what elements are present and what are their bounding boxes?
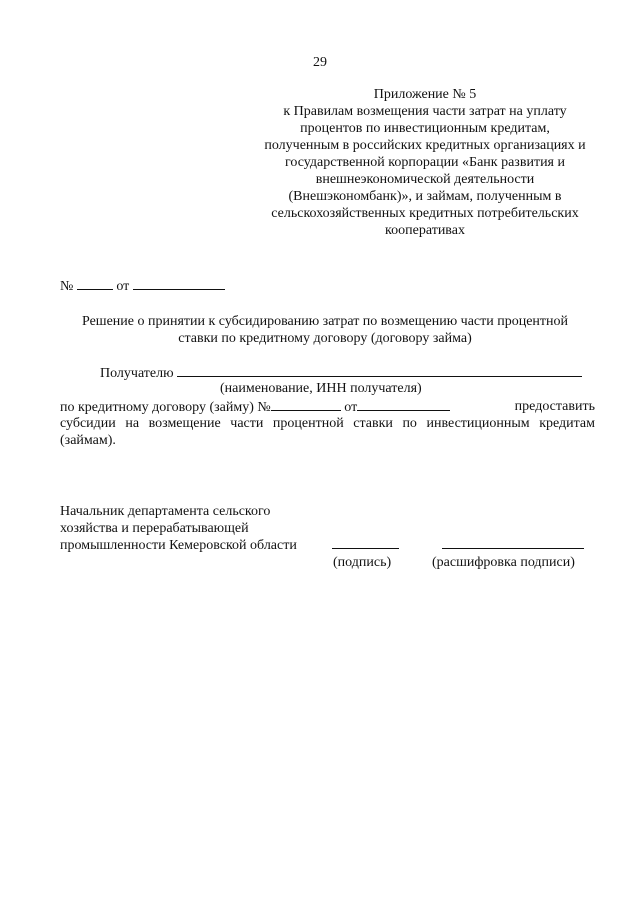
date-blank — [133, 277, 225, 290]
decision-number-line — [60, 277, 225, 295]
page-number: 29 — [313, 55, 327, 70]
date-label: от — [116, 279, 130, 294]
body-line-1 — [60, 398, 595, 416]
decoding-caption: (расшифровка подписи) — [432, 555, 575, 570]
recipient-caption: (наименование, ИНН получателя) — [220, 381, 422, 396]
signature-caption: (подпись) — [333, 555, 392, 570]
appendix-line: полученным в российских кредитных организациях и — [264, 138, 586, 153]
decision-title-line: ставки по кредитному договору (договору займа) — [178, 331, 472, 346]
agreement-number-blank — [271, 398, 341, 411]
agreement-date-blank — [357, 398, 450, 411]
number-blank — [77, 277, 113, 290]
recipient-label: Получателю — [100, 366, 174, 381]
position-line: промышленности Кемеровской области — [60, 538, 297, 553]
agreement-date-label: от — [344, 400, 358, 415]
signature-blank — [332, 536, 399, 549]
body-line-2: субсидии на возмещение части процентной ставки по инвестиционным кредитам — [60, 416, 595, 431]
decision-title-line: Решение о принятии к субсидированию затрат по возмещению части процентной — [81, 314, 569, 329]
appendix-line: государственной корпорации «Банк развития и — [285, 155, 565, 170]
appendix-line: сельскохозяйственных кредитных потребительских — [271, 206, 579, 221]
recipient-blank — [177, 364, 582, 377]
signatory-position — [60, 503, 297, 554]
position-line: хозяйства и перерабатывающей — [60, 521, 249, 536]
appendix-line: к Правилам возмещения части затрат на уплату — [283, 104, 567, 119]
appendix-line: процентов по инвестиционным кредитам, — [300, 121, 550, 136]
decision-title — [40, 313, 610, 347]
provide-label: предоставить — [514, 399, 595, 414]
agreement-label: по кредитному договору (займу) № — [60, 400, 271, 415]
decoding-blank — [442, 536, 584, 549]
appendix-line: кооперативах — [385, 223, 465, 238]
appendix-line: (Внешэкономбанк)», и займам, полученным в — [288, 189, 562, 204]
appendix-line: Приложение № 5 — [373, 87, 477, 102]
appendix-line: внешнеэкономической деятельности — [315, 172, 535, 187]
appendix-header — [230, 86, 620, 239]
body-line-3: (займам). — [60, 433, 116, 448]
number-label: № — [60, 279, 74, 294]
position-line: Начальник департамента сельского — [60, 504, 271, 519]
